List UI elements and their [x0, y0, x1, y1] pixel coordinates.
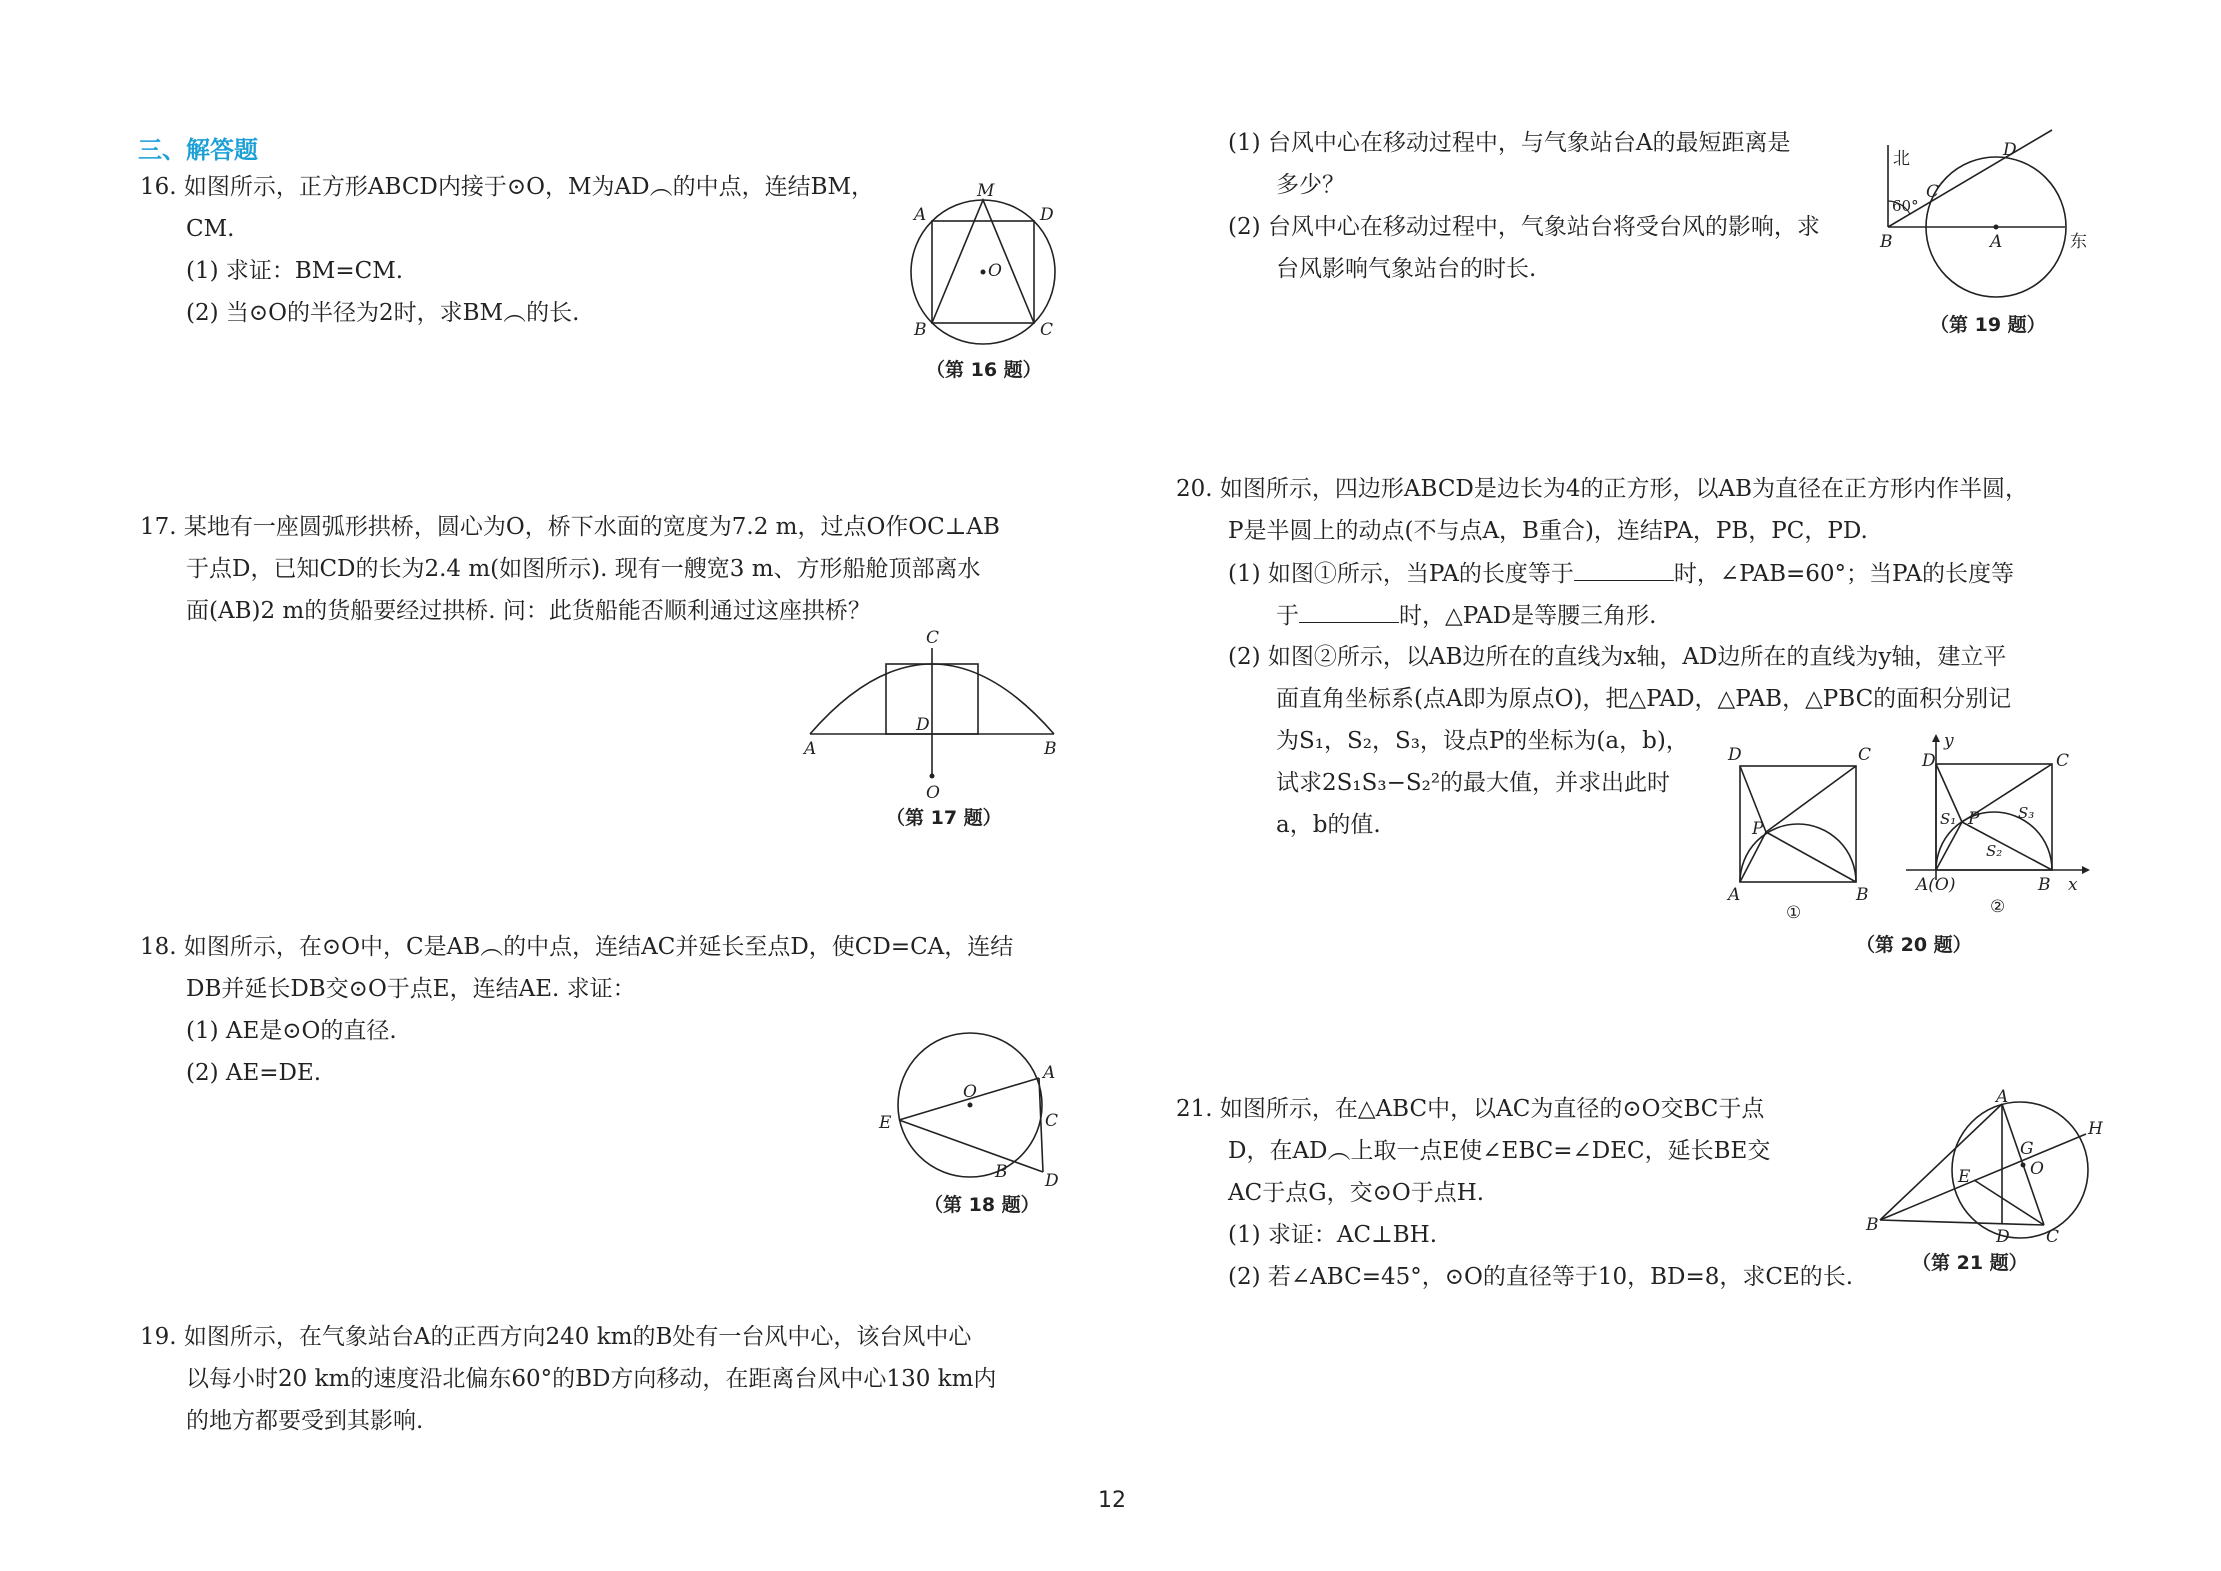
q16-label-D: D: [1040, 205, 1054, 225]
q16-caption: （第 16 题）: [926, 359, 1042, 381]
q20-f2-label-S2: S₂: [1986, 842, 2003, 860]
q19-label-north: 北: [1893, 149, 1910, 169]
q19-label-D: D: [2003, 140, 2017, 160]
q20-fig1-mark: ①: [1786, 903, 1802, 923]
q17-label-C: C: [926, 628, 940, 648]
q16-part1: (1) 求证：BM=CM.: [186, 258, 404, 284]
q20-line2: P是半圆上的动点(不与点A，B重合)，连结PA，PB，PC，PD.: [1228, 518, 1868, 544]
q17-figure: [804, 628, 1070, 810]
q20-part2-line5: a，b的值.: [1276, 812, 1381, 838]
q16-line2: CM.: [186, 216, 235, 242]
q20-answer-blank-1[interactable]: [1574, 558, 1674, 581]
q17-label-D: D: [916, 715, 930, 735]
q20-f2-label-y: y: [1944, 731, 1954, 751]
q19-part1a: (1) 台风中心在移动过程中，与气象站台A的最短距离是: [1228, 130, 1791, 156]
q18-label-D: D: [1045, 1171, 1059, 1191]
q21-label-D: D: [1996, 1227, 2010, 1247]
q20-figure-1: [1728, 740, 1878, 923]
q20-part1-line1: [1228, 558, 2014, 589]
q21-part1: (1) 求证：AC⊥BH.: [1228, 1222, 1437, 1248]
q20-f1-label-A: A: [1728, 885, 1741, 905]
q20-f2-label-P: P: [1968, 809, 1980, 829]
q18-figure: [879, 1020, 1075, 1191]
q16-line1: 16. 如图所示，正方形ABCD内接于⊙O，M为AD︵的中点，连结BM，: [140, 174, 875, 200]
q21-line2: D，在AD︵上取一点E使∠EBC=∠DEC，延长BE交: [1228, 1138, 1771, 1164]
q20-figure-2: [1900, 730, 2090, 920]
q19-line3: 的地方都要受到其影响.: [186, 1408, 424, 1434]
q21-label-G: G: [2020, 1139, 2034, 1159]
q19-label-C: C: [1926, 182, 1940, 202]
q21-label-B: B: [1866, 1215, 1879, 1235]
q17-caption: （第 17 题）: [886, 807, 1002, 829]
q20-part1-text-b: 时，∠PAB=60°；当PA的长度等: [1673, 561, 2015, 587]
q18-part2: (2) AE=DE.: [186, 1060, 322, 1086]
q20-line1: 20. 如图所示，四边形ABCD是边长为4的正方形，以AB为直径在正方形内作半圆，: [1176, 476, 2029, 502]
q19-part1b: 多少？: [1276, 172, 1345, 198]
q16-label-O: O: [988, 261, 1002, 281]
q17-line1: 17. 某地有一座圆弧形拱桥，圆心为O，桥下水面的宽度为7.2 m，过点O作OC⊥AB: [140, 514, 1000, 540]
q20-f1-label-P: P: [1752, 819, 1764, 839]
q20-part2-line4: 试求2S₁S₃−S₂²的最大值，并求出此时: [1276, 770, 1671, 796]
q19-part2a: (2) 台风中心在移动过程中，气象站台将受台风的影响，求: [1228, 214, 1820, 240]
q20-part1-text-d: 时，△PAD是等腰三角形.: [1399, 603, 1657, 629]
q20-part2-line1: (2) 如图②所示，以AB边所在的直线为x轴，AD边所在的直线为y轴，建立平: [1228, 644, 2007, 670]
q20-f2-label-C: C: [2056, 751, 2070, 771]
q21-label-O: O: [2030, 1159, 2044, 1179]
q21-label-H: H: [2088, 1119, 2103, 1139]
q19-label-angle: 60°: [1892, 197, 1919, 215]
q20-part2-line3: 为S₁，S₂，S₃，设点P的坐标为(a，b)，: [1276, 728, 1689, 754]
q20-f2-label-AO: A(O): [1916, 875, 1956, 895]
q20-fig2-mark: ②: [1990, 897, 2006, 917]
q19-label-east: 东: [2070, 232, 2087, 252]
q21-label-A: A: [1996, 1087, 2009, 1107]
q18-line2: DB并延长DB交⊙O于点E，连结AE. 求证：: [186, 976, 636, 1002]
q21-line3: AC于点G，交⊙O于点H.: [1228, 1180, 1485, 1206]
q17-label-B: B: [1044, 739, 1057, 759]
q18-label-E: E: [879, 1113, 892, 1133]
q17-label-O: O: [926, 783, 940, 803]
q16-part2: (2) 当⊙O的半径为2时，求BM︵的长.: [186, 300, 580, 326]
q19-caption: （第 19 题）: [1930, 314, 2046, 336]
q19-line2: 以每小时20 km的速度沿北偏东60°的BD方向移动，在距离台风中心130 km内: [186, 1366, 997, 1392]
q21-line1: 21. 如图所示，在△ABC中，以AC为直径的⊙O交BC于点: [1176, 1096, 1765, 1122]
q16-label-B: B: [914, 320, 927, 340]
q20-f1-label-B: B: [1856, 885, 1869, 905]
q18-label-B: B: [995, 1162, 1008, 1182]
q18-line1: 18. 如图所示，在⊙O中，C是AB︵的中点，连结AC并延长至点D，使CD=CA，连结: [140, 934, 1014, 960]
q21-label-C: C: [2046, 1227, 2060, 1247]
q18-part1: (1) AE是⊙O的直径.: [186, 1018, 397, 1044]
section-title: 三、解答题: [138, 136, 258, 164]
q20-f2-label-S3: S₃: [2018, 804, 2035, 822]
q21-figure: [1860, 1087, 2103, 1247]
q16-label-M: M: [977, 181, 995, 201]
q19-figure: [1880, 125, 2087, 295]
q20-part1-text-c: 于: [1276, 603, 1299, 629]
q16-label-A: A: [914, 205, 927, 225]
q20-f1-label-C: C: [1858, 745, 1872, 765]
q18-label-C: C: [1045, 1111, 1059, 1131]
q18-label-O: O: [963, 1082, 977, 1102]
q20-part2-line2: 面直角坐标系(点A即为原点O)，把△PAD，△PAB，△PBC的面积分别记: [1276, 686, 2012, 712]
q18-caption: （第 18 题）: [924, 1194, 1040, 1216]
q21-label-E: E: [1958, 1167, 1971, 1187]
q20-part1-text-a: (1) 如图①所示，当PA的长度等于: [1228, 561, 1574, 587]
page-number: 12: [1098, 1488, 1126, 1513]
q19-label-B: B: [1880, 232, 1893, 252]
q16-label-C: C: [1040, 320, 1054, 340]
q21-part2: (2) 若∠ABC=45°，⊙O的直径等于10，BD=8，求CE的长.: [1228, 1264, 1854, 1290]
q18-label-A: A: [1043, 1063, 1056, 1083]
q19-line1: 19. 如图所示，在气象站台A的正西方向240 km的B处有一台风中心，该台风中心: [140, 1324, 972, 1350]
q17-line3: 面(AB)2 m的货船要经过拱桥. 问：此货船能否顺利通过这座拱桥？: [186, 598, 871, 624]
q17-label-A: A: [804, 739, 817, 759]
q20-f1-label-D: D: [1728, 745, 1742, 765]
q16-figure: [900, 170, 1080, 340]
q20-part1-line2: [1276, 600, 1656, 631]
q20-answer-blank-2[interactable]: [1299, 600, 1399, 623]
q17-line2: 于点D，已知CD的长为2.4 m(如图所示). 现有一艘宽3 m、方形船舱顶部离水: [186, 556, 981, 582]
q21-caption: （第 21 题）: [1912, 1252, 2028, 1274]
q20-caption: （第 20 题）: [1856, 934, 1972, 956]
q19-part2b: 台风影响气象站台的时长.: [1276, 256, 1537, 282]
q20-f2-label-D: D: [1922, 751, 1936, 771]
q20-f2-label-S1: S₁: [1940, 810, 1957, 828]
q19-label-A: A: [1990, 232, 2003, 252]
q20-f2-label-B: B: [2038, 875, 2051, 895]
q20-f2-label-x: x: [2068, 875, 2078, 895]
